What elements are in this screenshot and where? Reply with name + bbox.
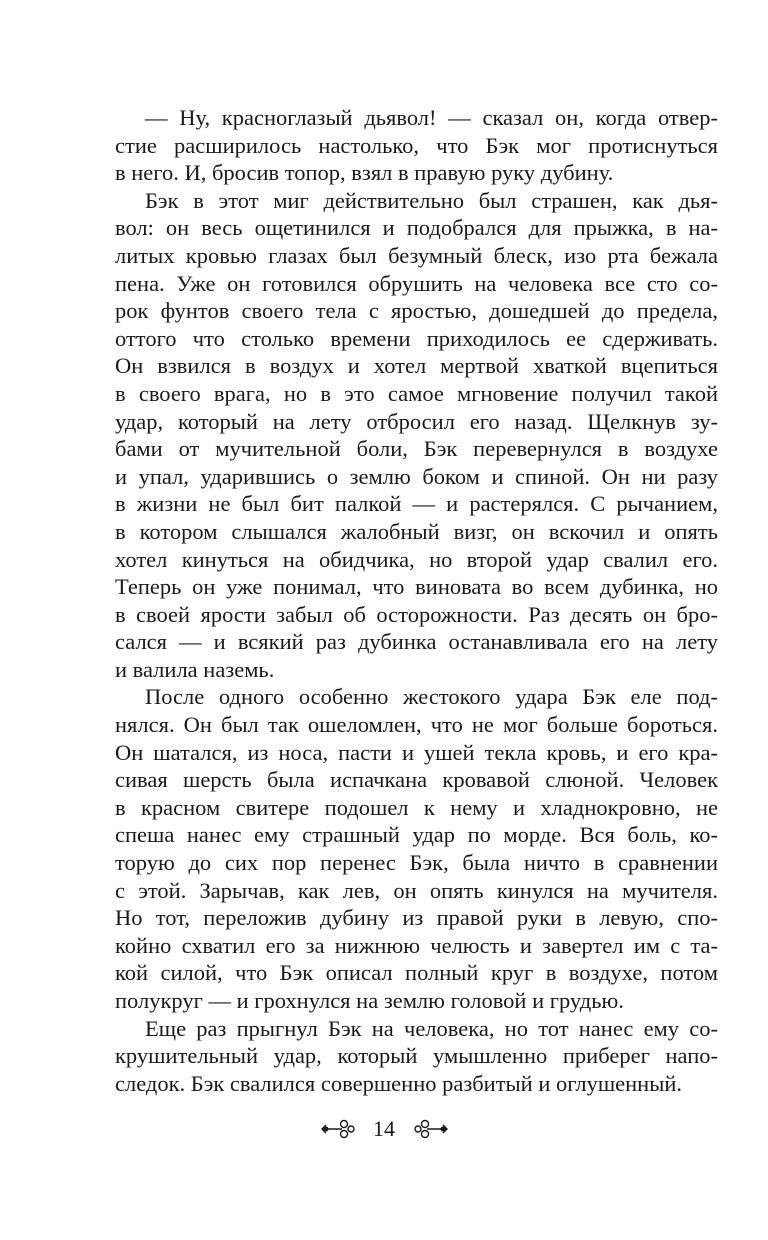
text-line: Еще раз прыгнул Бэк на человека, но тот нанес ему со- <box>145 1015 718 1041</box>
text-line: После одного особенно жестокого удара Бэк еле под- <box>145 684 718 710</box>
text-line: сивая шерсть была испачкана кровавой слюной. Человек <box>115 767 718 793</box>
paragraph <box>115 104 718 187</box>
text-line: Теперь он уже понимал, что виновата во всем дубинка, но <box>115 574 718 600</box>
text-line: полукруг — и грохнулся на землю головой и грудью. <box>115 988 624 1013</box>
text-line: торую до сих пор перенес Бэк, была ничто в сравнении <box>115 850 718 876</box>
text-line: в жизни не был бит палкой — и растерялся. С рычанием, <box>115 491 718 517</box>
text-line: рок фунтов своего тела с яростью, дошедшей до предела, <box>115 298 718 324</box>
text-line: бами от мучительной боли, Бэк перевернулся в воздухе <box>115 436 718 462</box>
text-line: спеша нанес ему страшный удар по морде. Вся боль, ко- <box>115 822 718 848</box>
fleuron-right-icon <box>413 1118 449 1140</box>
page-number: 14 <box>373 1115 395 1141</box>
paragraph <box>115 1015 718 1098</box>
text-line: пена. Уже он готовился обрушить на человека все сто со- <box>115 270 718 296</box>
text-line: Он взвился в воздух и хотел мертвой хваткой вцепиться <box>115 353 718 379</box>
fleuron-left-icon <box>320 1118 356 1140</box>
paragraph <box>115 187 718 684</box>
text-line: кой силой, что Бэк описал полный круг в воздухе, потом <box>115 960 718 986</box>
text-line: стие расширилось настолько, что Бэк мог протиснуться <box>115 132 718 158</box>
text-line: литых кровью глазах был безумный блеск, изо рта бежала <box>115 242 718 268</box>
text-line: — Ну, красноглазый дьявол! — сказал он, когда отвер- <box>145 105 718 130</box>
text-line: нялся. Он был так ошеломлен, что не мог больше бороться. <box>115 712 718 738</box>
text-line: крушительный удар, который умышленно приберег напо- <box>115 1043 718 1069</box>
text-line: в красном свитере подошел к нему и хладнокровно, не <box>115 794 718 820</box>
text-line: в своей ярости забыл об осторожности. Раз десять он бро- <box>115 601 718 627</box>
text-line: вол: он весь ощетинился и подобрался для прыжка, в на- <box>115 215 718 241</box>
text-line: в котором слышался жалобный визг, он вскочил и опять <box>115 518 718 544</box>
text-line: хотел кинуться на обидчика, но второй удар свалил его. <box>115 546 718 572</box>
page-footer <box>0 1114 768 1142</box>
text-line: койно схватил его за нижнюю челюсть и завертел им с та- <box>115 932 718 958</box>
text-line: в него. И, бросив топор, взял в правую руку дубину. <box>115 160 614 186</box>
paragraph <box>115 683 718 1014</box>
text-line: следок. Бэк свалился совершенно разбитый и оглушенный. <box>115 1070 682 1096</box>
text-line: и валила наземь. <box>115 656 275 682</box>
text-line: в своего врага, но в это самое мгновение получил такой <box>115 380 718 406</box>
text-line: с этой. Зарычав, как лев, он опять кинулся на мучителя. <box>115 877 718 903</box>
text-line: оттого что столько времени приходилось ее сдерживать. <box>115 325 718 351</box>
text-line: Бэк в этот миг действительно был страшен, как дья- <box>145 187 718 213</box>
text-line: сался — и всякий раз дубинка останавливала его на лету <box>115 629 718 655</box>
text-line: и упал, ударившись о землю боком и спиной. Он ни разу <box>115 463 718 489</box>
page-body <box>115 104 718 1097</box>
text-line: Он шатался, из носа, пасти и ушей текла кровь, и его кра- <box>115 739 718 765</box>
text-line: удар, который на лету отбросил его назад. Щелкнув зу- <box>115 408 718 434</box>
text-line: Но тот, переложив дубину из правой руки в левую, спо- <box>115 905 718 931</box>
